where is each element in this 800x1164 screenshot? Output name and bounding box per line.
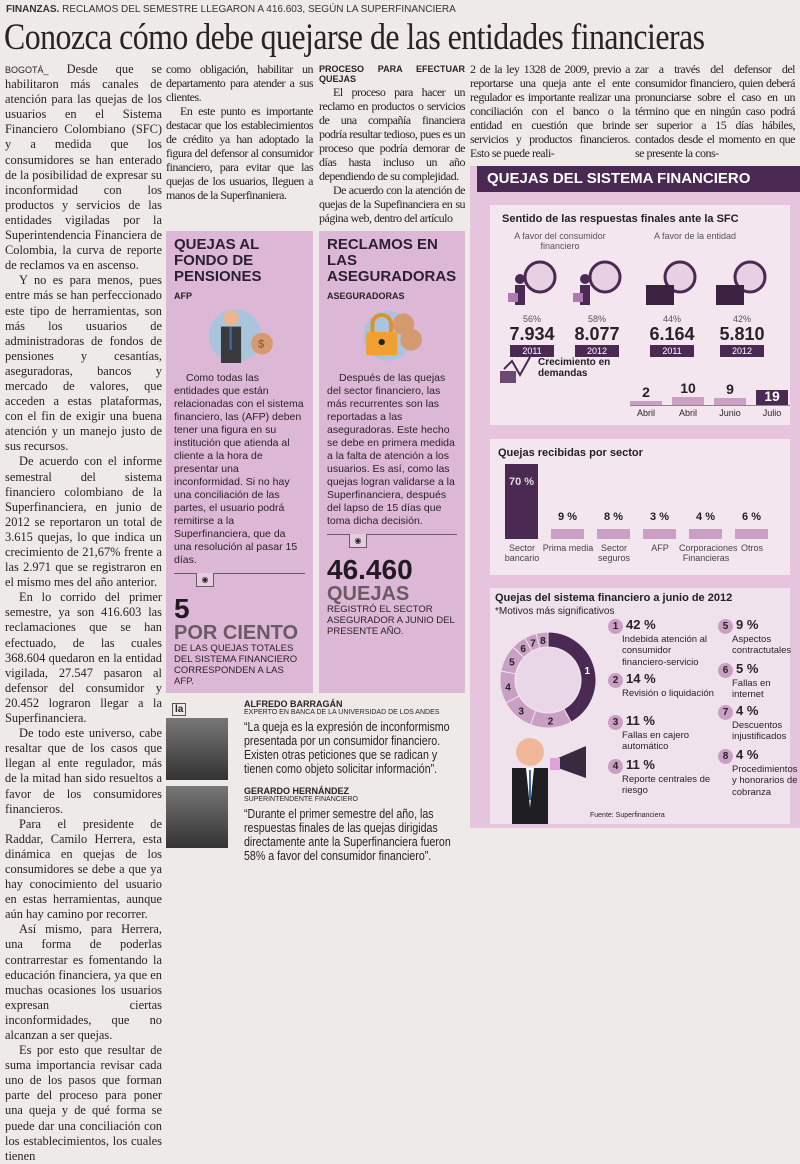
- kicker: [6, 4, 456, 15]
- reason-item: [718, 618, 800, 657]
- group-label: A favor de la entidad: [653, 231, 737, 242]
- year-badge: 2012: [720, 345, 764, 357]
- reason-percent: 11 %: [626, 712, 655, 728]
- reason-percent: 9 %: [736, 616, 759, 632]
- reason-description: Aspectos contractutales: [732, 633, 792, 657]
- afp-box: [166, 231, 313, 693]
- growth-bar: [714, 398, 746, 405]
- paragraph: El proceso para hacer un reclamo en productos o servicios de una compañía financiera podría resultar tedioso, pues es un proceso que podría demorar de días hasta incluso un año dependiendo de su complejidad.: [319, 85, 465, 183]
- reason-description: Fallas en cajero automático: [622, 729, 690, 753]
- bullet-icon: ◉: [349, 534, 367, 548]
- article-column-1: [5, 62, 162, 1164]
- percentage: 56%: [522, 314, 541, 325]
- segment-label: 2: [547, 716, 554, 728]
- article-column-2: [166, 62, 313, 202]
- reason-number: 6: [718, 663, 733, 678]
- quote-photo-column: [166, 699, 236, 780]
- percentage: 58%: [587, 314, 606, 325]
- middle-section: [166, 62, 465, 863]
- category-label: Corporaciones Financieras: [679, 542, 738, 563]
- reason-item: [608, 672, 716, 700]
- count: 5.810: [719, 324, 765, 345]
- reason-description: Reporte centrales de riesgo: [622, 773, 711, 797]
- bar-label: 8 %: [604, 510, 623, 523]
- category-label: AFP: [651, 542, 669, 553]
- infographic: [470, 166, 800, 828]
- stat-number: 5: [174, 593, 190, 624]
- reason-number: 5: [718, 619, 733, 634]
- man-megaphone-icon: [500, 738, 590, 824]
- paragraph: Así mismo, para Herrera, una forma de poderlas contrarrestar es fomentando la educación financiera, ya que en muchas ocasiones los usuarios expresan ciertas inconformidades, que no alcanzan a ser quejas.: [5, 922, 162, 1042]
- reasons-panel: [490, 588, 798, 824]
- right-section: [470, 62, 800, 828]
- year-badge: 2011: [510, 345, 554, 357]
- aseguradoras-box: [319, 231, 465, 693]
- growth-bar: [672, 397, 704, 405]
- segment-label: 4: [505, 682, 511, 694]
- sfc-result: [500, 259, 564, 357]
- reason-description: Procedimientos y honorarios de cobranza: [732, 763, 798, 798]
- reason-item: [718, 748, 800, 799]
- paragraph: De todo este universo, cabe resaltar que de los casos que llegan al ente regulador, más de la mitad han sido resueltos a favor de los consumidores financieros.: [5, 726, 162, 816]
- paragraph: [5, 62, 162, 273]
- growth-chart-icon: [498, 355, 538, 385]
- segment-label: 8: [540, 635, 546, 647]
- bar-label: 6 %: [742, 510, 761, 523]
- segment-label: 6: [520, 643, 526, 655]
- bar: [689, 529, 722, 539]
- bar: [643, 529, 676, 539]
- padlock-coins-icon: [327, 301, 455, 363]
- segment-label: 5: [509, 657, 515, 669]
- bar-label: 9 %: [558, 510, 577, 523]
- paragraph: Y no es para menos, pues entre más se han perfeccionado este tipo de herramientas, son más los usuarios de administradoras de fondos de pensiones y cesantías, aseguradoras, bancos y mercado de valores, que acceden a estas plataformas, con el fin de exigir una buena atención y un manejo justo de sus recursos.: [5, 273, 162, 454]
- segment-label: 3: [518, 706, 524, 718]
- growth-label: Crecimiento en demandas: [538, 357, 611, 380]
- quote-text: “Durante el primer semestre del año, las respuestas finales de las quejas dirigidas directamente ante la Superfinanciera fueron 58% a favor del consumidor financiero”.: [244, 807, 451, 863]
- quote-1: [166, 699, 465, 780]
- count: 8.077: [574, 324, 620, 345]
- growth-value: 19: [764, 388, 780, 405]
- donut-chart: [490, 618, 608, 743]
- kicker-text: RECLAMOS DEL SEMESTRE LLEGARON A 416.603, SEGÚN LA SUPERFINANCIERA: [62, 4, 456, 15]
- reason-percent: 4 %: [736, 746, 759, 762]
- paragraph-text: Desde que se habilitaron más canales de atención para las quejas de los usuarios en el Sistema Financiero Colombiano (SFC) y a medida que los consumidores se han enterado de la posibilidad de expresar su inconformidad con los productos y servicios de las entidades vigiladas por la Superintendencia Financiera de Colombia, la curva de reporte de reclamos va en ascenso.: [5, 62, 162, 273]
- growth-month: Julio: [762, 408, 782, 419]
- quote-author: ALFREDO BARRAGÁN: [244, 699, 343, 709]
- growth-value: 10: [680, 380, 696, 397]
- article-column-3: [319, 62, 465, 225]
- quote-role: SUPERINTENDENTE FINANCIERO: [244, 796, 358, 803]
- year-badge: 2012: [575, 345, 619, 357]
- growth-value: 9: [726, 381, 734, 398]
- paragraph: Para el presidente de Raddar, Camilo Herrera, esta dinámica en quejas de los consumidores se debe a que ya hay conocimiento del usuario en estas herramientas, aunque aún hay camino por recorrer.: [5, 816, 162, 922]
- quote-content: [244, 786, 473, 863]
- chart-title: Quejas del sistema financiero a junio de 2012: [495, 591, 733, 604]
- growth-month: Abril: [678, 408, 697, 419]
- count: 6.164: [649, 324, 695, 345]
- category-label: Sector seguros: [597, 542, 631, 563]
- box-tag: ASEGURADORAS: [327, 291, 405, 301]
- reason-percent: 14 %: [626, 670, 656, 686]
- growth-value: 2: [642, 384, 650, 401]
- subhead: PROCESO PARA EFECTUAR QUEJAS: [319, 64, 465, 84]
- sfc-responses-panel: [490, 205, 790, 425]
- publication-logo-icon: la: [172, 703, 186, 716]
- stat-unit: QUEJAS: [327, 583, 410, 605]
- reason-item: [718, 662, 800, 701]
- percentage: 42%: [732, 314, 751, 325]
- paragraph: Es por esto que resultar de suma importancia revisar cada uno de los pasos que forman parte del proceso para poner una queja y de qué forma se puede dar una conciliación con los establecimientos, los cuales tienen: [5, 1043, 162, 1163]
- bar-label: 70 %: [508, 475, 535, 488]
- count: 7.934: [509, 324, 555, 345]
- growth-bar: [630, 401, 662, 405]
- category-label: Prima media: [542, 542, 594, 553]
- sector-panel: [490, 439, 790, 575]
- box-body: Como todas las entidades que están relacionadas con el sistema financiero, las (AFP) deben tener una figura en su institución que atienda al cliente a la hora de presentar una inconformidad. Si no hay una conciliación de las partes, el usuario podrá remitirse a la Superfinanciera, que da una resolución al pasar 15 días.: [174, 372, 304, 566]
- chart-subtitle: *Motivos más significativos: [495, 605, 615, 617]
- bullet-icon: ◉: [196, 573, 214, 587]
- reason-percent: 4 %: [736, 702, 759, 718]
- sfc-result: [710, 259, 774, 357]
- sfc-result: [640, 259, 704, 357]
- stat-caption: REGISTRÓ EL SECTOR ASEGURADOR A JUNIO DEL PRESENTE AÑO.: [327, 604, 455, 637]
- paragraph: 2 de la ley 1328 de 2009, previo a reportarse una queja ante el ente regulador es importante realizar una conciliación con el banco o la entidad en cuestión que brinde servicios y productos financieros. Esto se puede reali-: [470, 62, 630, 160]
- segment-label: 1: [584, 665, 591, 677]
- reason-percent: 42 %: [626, 616, 656, 632]
- quote-2: [166, 786, 465, 863]
- chart-title: Quejas recibidas por sector: [498, 446, 643, 459]
- paragraph: En lo corrido del primer semestre, ya son 416.603 las reclamaciones que se han efectuado, de las cuales 368.604 quedaron en la entidad vigilada, 27.547 pasaron al defensor del consumidor y 20.452 lograron llegar a la Superfinanciera.: [5, 590, 162, 726]
- quote-content: [244, 699, 473, 780]
- paragraph: De acuerdo con el informe semestral del sistema financiero colombiano de la Superfinanciera, en junio de 2012 se reportaron un total de 3.615 quejas, lo que indica un crecimiento de 21,67% frente a las 2.971 que se registraron en el mismo mes del año anterior.: [5, 454, 162, 590]
- reason-number: 2: [608, 673, 623, 688]
- baseline: [630, 405, 790, 406]
- bar-label: 3 %: [650, 510, 669, 523]
- quote-role: EXPERTO EN BANCA DE LA UNIVERSIDAD DE LOS ANDES: [244, 709, 440, 716]
- headline: Conozca cómo debe quejarse de las entidades financieras: [4, 17, 705, 58]
- quote-photo-column: [166, 786, 236, 863]
- category-label: Sector bancario: [504, 542, 540, 563]
- infographic-title: QUEJAS DEL SISTEMA FINANCIERO: [477, 166, 800, 192]
- category-label: Otros: [740, 542, 763, 553]
- paragraph: como obligación, habilitar un departamento para atender a sus clientes.: [166, 62, 313, 104]
- divider: [174, 573, 305, 589]
- right-text-row: [470, 62, 800, 160]
- percentage: 44%: [662, 314, 681, 325]
- middle-text-row: [166, 62, 465, 225]
- reason-number: 7: [718, 705, 733, 720]
- reason-number: 4: [608, 759, 623, 774]
- source-note: Fuente: Superfinanciera: [590, 811, 665, 819]
- group-label: A favor del consumidor financiero: [514, 231, 606, 252]
- reason-description: Fallas en internet: [732, 677, 771, 701]
- growth-month: Junio: [719, 408, 741, 419]
- divider: [327, 534, 457, 550]
- reason-item: [608, 618, 716, 669]
- year-badge: 2011: [650, 345, 694, 357]
- reason-item: [718, 704, 800, 743]
- growth-month: Abril: [636, 408, 655, 419]
- sfc-result: [565, 259, 629, 357]
- box-title: QUEJAS AL FONDO DE PENSIONES: [174, 236, 262, 285]
- avatar-alfredo-barragan: [166, 718, 228, 780]
- article-column-5: [635, 62, 795, 160]
- reason-percent: 5 %: [736, 660, 759, 676]
- box-tag: AFP: [174, 291, 192, 301]
- section-label: FINANZAS.: [6, 4, 60, 15]
- bar: [597, 529, 630, 539]
- reason-number: 1: [608, 619, 623, 634]
- reason-description: Descuentos injustificados: [732, 719, 787, 743]
- quote-text: “La queja es la expresión de inconformismo presentada por un consumidor financiero. Existen otras peticiones que se radican y tienen como objeto solicitar información”.: [244, 720, 450, 776]
- reason-description: Indebida atención al consumidor financiero-servicio: [622, 633, 708, 668]
- bar: [551, 529, 584, 539]
- reason-item: [608, 758, 716, 797]
- sidebar-boxes: [166, 231, 465, 693]
- reason-description: Revisión o liquidación: [622, 687, 714, 699]
- consumer-megaphone-icon: [500, 259, 564, 309]
- reason-percent: 11 %: [626, 756, 655, 772]
- stat-number: 46.460: [327, 554, 413, 585]
- donut-hole: [516, 648, 580, 712]
- stat-unit: POR CIENTO: [174, 622, 299, 644]
- svg-text:$: $: [258, 338, 265, 351]
- bar-label: 4 %: [696, 510, 715, 523]
- reason-number: 8: [718, 749, 733, 764]
- avatar-gerardo-hernandez: [166, 786, 228, 848]
- paragraph: De acuerdo con la atención de quejas de la Supefinanciera en su página web, dentro del artículo: [319, 183, 465, 225]
- paragraph: En este punto es importante destacar que los establecimientos de crédito ya han adoptado la figura del defensor al consumidor financiero, para evitar que las quejas de los usuarios, lleguen a manos de la Superfinaniera.: [166, 104, 313, 202]
- article-column-4: [470, 62, 630, 160]
- box-title: RECLAMOS EN LAS ASEGURADORAS: [327, 236, 457, 285]
- briefcase-megaphone-icon: [640, 259, 704, 309]
- segment-label: 7: [530, 638, 536, 650]
- consumer-megaphone-icon: [565, 259, 629, 309]
- box-body: Después de las quejas del sector financiero, las más recurrentes son las reportadas a las aseguradoras. Este hecho se debe en primera medida a la falta de atención a los usuarios. Es así, como las quejas logran validarse a la Superfinanciera, después del lapso de 15 días que toma dicha decisión.: [327, 372, 455, 527]
- panel-title: Sentido de las respuestas finales ante la SFC: [502, 213, 739, 226]
- briefcase-megaphone-icon: [710, 259, 774, 309]
- bar: [735, 529, 768, 539]
- stat-caption: DE LAS QUEJAS TOTALES DEL SISTEMA FINANCIERO CORRESPONDEN A LAS AFP.: [174, 643, 298, 687]
- reason-number: 3: [608, 715, 623, 730]
- dateline: BOGOTÁ_: [5, 65, 49, 75]
- quote-author: GERARDO HERNÁNDEZ: [244, 786, 350, 796]
- reason-item: [608, 714, 716, 753]
- businessman-money-bag-icon: [174, 301, 302, 363]
- paragraph: zar a través del defensor del consumidor financiero, quien deberá pronunciarse sobre el caso en un término que en ningún caso podrá ser superior a 15 días hábiles, contados desde el momento en que se presente la cons-: [635, 62, 795, 160]
